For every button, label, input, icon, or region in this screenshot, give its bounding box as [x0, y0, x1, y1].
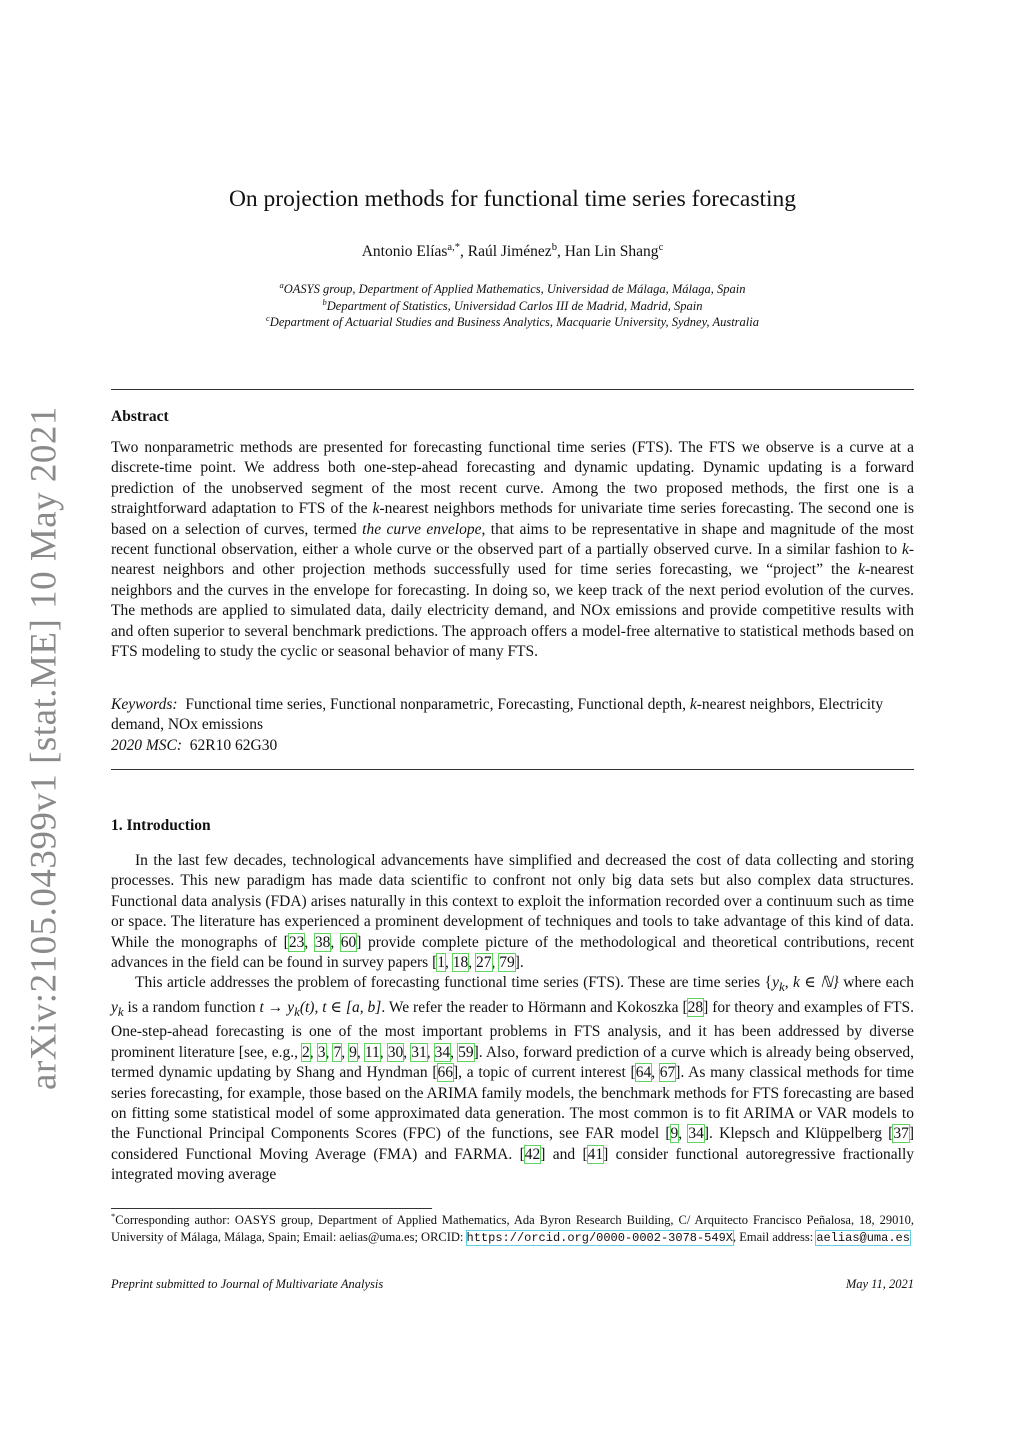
citation-link[interactable]: 18 [452, 954, 469, 972]
citation-link[interactable]: 9 [349, 1043, 357, 1061]
author-separator: , [556, 243, 565, 260]
section-heading-introduction: 1. Introduction [111, 817, 211, 834]
author-name: Han Lin Shang [564, 243, 659, 260]
intro-paragraph-1: In the last few decades, technological advancements have simplified and decreased the cost of data collecting and storing processes. This new paradigm has made data scientific to confront not only big data sets but also complex data structures. Functional data analysis (FDA) arises naturally in this context to exploit the information recorded over a continuum such as time or space. The literature has experienced a prominent development of techniques and tools to take advantage of this kind of data. While the monographs of [23, 38, 60] provide complete picture of the methodological and theoretical contributions, recent advances in the field can be found in survey papers [1, 18, 27, 79]. [111, 852, 915, 972]
citation-link[interactable]: 64 [635, 1064, 652, 1082]
author-separator: , [460, 243, 468, 260]
citation-link[interactable]: 59 [458, 1043, 474, 1061]
affiliation-text: OASYS group, Department of Applied Mathematics, Universidad de Málaga, Málaga, Spain [283, 282, 746, 296]
citation-link[interactable]: 27 [476, 954, 492, 972]
citation-link[interactable]: 79 [499, 954, 515, 972]
citation-link[interactable]: 66 [437, 1064, 453, 1082]
citation-link[interactable]: 9 [670, 1125, 679, 1143]
citation-link[interactable]: 67 [659, 1064, 676, 1082]
affiliation-line [111, 281, 914, 298]
affiliation-text: Department of Actuarial Studies and Business Analytics, Macquarie University, Sydney, Australia [269, 315, 759, 329]
keywords-line: Keywords: Functional time series, Functional nonparametric, Forecasting, Functional depth, k-nearest neighbors, Electricity demand, NOx emissions [111, 696, 884, 734]
citation-link[interactable]: 28 [687, 998, 704, 1016]
abstract-bottom-rule [111, 769, 914, 770]
page-footer [111, 1277, 914, 1292]
citation-link[interactable]: 38 [314, 933, 331, 951]
affiliation-mark: c [266, 312, 270, 323]
affiliation-mark: a [279, 279, 284, 290]
arxiv-side-identifier: arXiv:2105.04399v1 [stat.ME] 10 May 2021 [23, 406, 65, 1090]
citation-link[interactable]: 60 [340, 933, 357, 951]
citation-link[interactable]: 42 [524, 1145, 541, 1163]
email-link[interactable]: aelias@uma.es [816, 1230, 910, 1245]
citation-link[interactable]: 3 [317, 1043, 326, 1061]
citation-link[interactable]: 7 [333, 1043, 342, 1061]
citation-link[interactable]: 2 [302, 1043, 310, 1061]
orcid-link[interactable]: https://orcid.org/0000-0002-3078-549X [466, 1230, 733, 1245]
citation-link[interactable]: 11 [364, 1043, 380, 1061]
intro-paragraph-2: This article addresses the problem of forecasting functional time series (FTS). These are time series {$y_k$, k ∈ ℕ} where each $y_k$ is a random function $t \to y_k(t)$, t ∈ [a, b]. We refer the reader to Hörmann and Kokoszka [28] for theory and examples of FTS. One-step-ahead forecasting is one of the most important problems in FTS analysis, and it has been addressed by diverse prominent literature [see, e.g., 2, 3, 7, 9, 11, 30, 31, 34, 59]. Also, forward prediction of a curve which is already being observed, termed dynamic updating by Shang and Hyndman [66], a topic of current interest [64, 67]. As many classical methods for time series forecasting, for example, those based on the ARIMA family models, the benchmark methods for FTS forecasting are based on fitting some statistical model of some approximated data generation. The most common is to fit ARIMA or VAR models to the Functional Principal Components Scores (FPC) of the functions, see FAR model [9, 34]. Klepsch and Klüppelberg [37] considered Functional Moving Average (FMA) and FARMA. [42] and [41] consider functional autoregressive fractionally integrated moving average [111, 974, 915, 1184]
citation-link[interactable]: 37 [893, 1125, 909, 1143]
citation-link[interactable]: 41 [587, 1145, 604, 1163]
author-affil-mark: a,* [447, 241, 460, 253]
author-name: Antonio Elías [361, 243, 448, 260]
abstract-heading: Abstract [111, 408, 169, 425]
footnote: *Corresponding author: OASYS group, Department of Applied Mathematics, Ada Byron Research Building, C/ Arquitecto Francisco Peñalosa, 18, 29010, University of Málaga, Málaga, Spain; Email: aelias@uma.es; ORCID: https://orcid.org/0000-0002-3078-549X, Email address: aelias@uma.es [111, 1210, 914, 1245]
msc-line: 2020 MSC: 62R10 62G30 [111, 736, 278, 754]
paper-title: On projection methods for functional time series forecasting [228, 186, 797, 212]
footnote-rule [111, 1208, 432, 1209]
citation-link[interactable]: 34 [688, 1125, 704, 1143]
author-name: Raúl Jiménez [467, 243, 552, 260]
affiliations [111, 281, 914, 331]
footnote-mark: * [111, 1210, 116, 1221]
citation-link[interactable]: 30 [387, 1043, 404, 1061]
footer-journal: Preprint submitted to Journal of Multivariate Analysis [111, 1277, 384, 1291]
introduction-body [111, 851, 914, 1186]
author-list [111, 243, 914, 261]
abstract-top-rule [111, 389, 914, 390]
affiliation-line [111, 298, 914, 315]
citation-link[interactable]: 23 [288, 933, 305, 951]
author-affil-mark: b [551, 241, 557, 253]
author-affil-mark: c [658, 241, 664, 253]
citation-link[interactable]: 34 [434, 1043, 451, 1061]
affiliation-text: Department of Statistics, Universidad Carlos III de Madrid, Madrid, Spain [326, 298, 703, 313]
keywords-block [111, 695, 914, 756]
affiliation-mark: b [322, 296, 327, 307]
abstract-text: Two nonparametric methods are presented for forecasting functional time series (FTS). The FTS we observe is a curve at a discrete-time point. We address both one-step-ahead forecasting and dynamic updating. Dynamic updating is a forward prediction of the unobserved segment of the most recent curve. Among the two proposed methods, the first one is a straightforward adaptation to FTS of the k-nearest neighbors methods for univariate time series forecasting. The second one is based on a selection of curves, termed the curve envelope, that aims to be representative in shape and magnitude of the most recent functional observation, either a whole curve or the observed part of a partially observed curve. In a similar fashion to k-nearest neighbors and other projection methods successfully used for time series forecasting, we “project” the k-nearest neighbors and the curves in the envelope for forecasting. In doing so, we keep track of the next period evolution of the curves. The methods are applied to simulated data, daily electricity demand, and NOx emissions and provide competitive results with and often superior to several benchmark predictions. The approach offers a model-free alternative to statistical methods based on FTS modeling to study the cyclic or seasonal behavior of many FTS. [111, 439, 914, 661]
citation-link[interactable]: 1 [437, 954, 445, 972]
footer-date: May 11, 2021 [845, 1277, 914, 1291]
citation-link[interactable]: 31 [411, 1043, 427, 1061]
affiliation-line [111, 314, 914, 331]
